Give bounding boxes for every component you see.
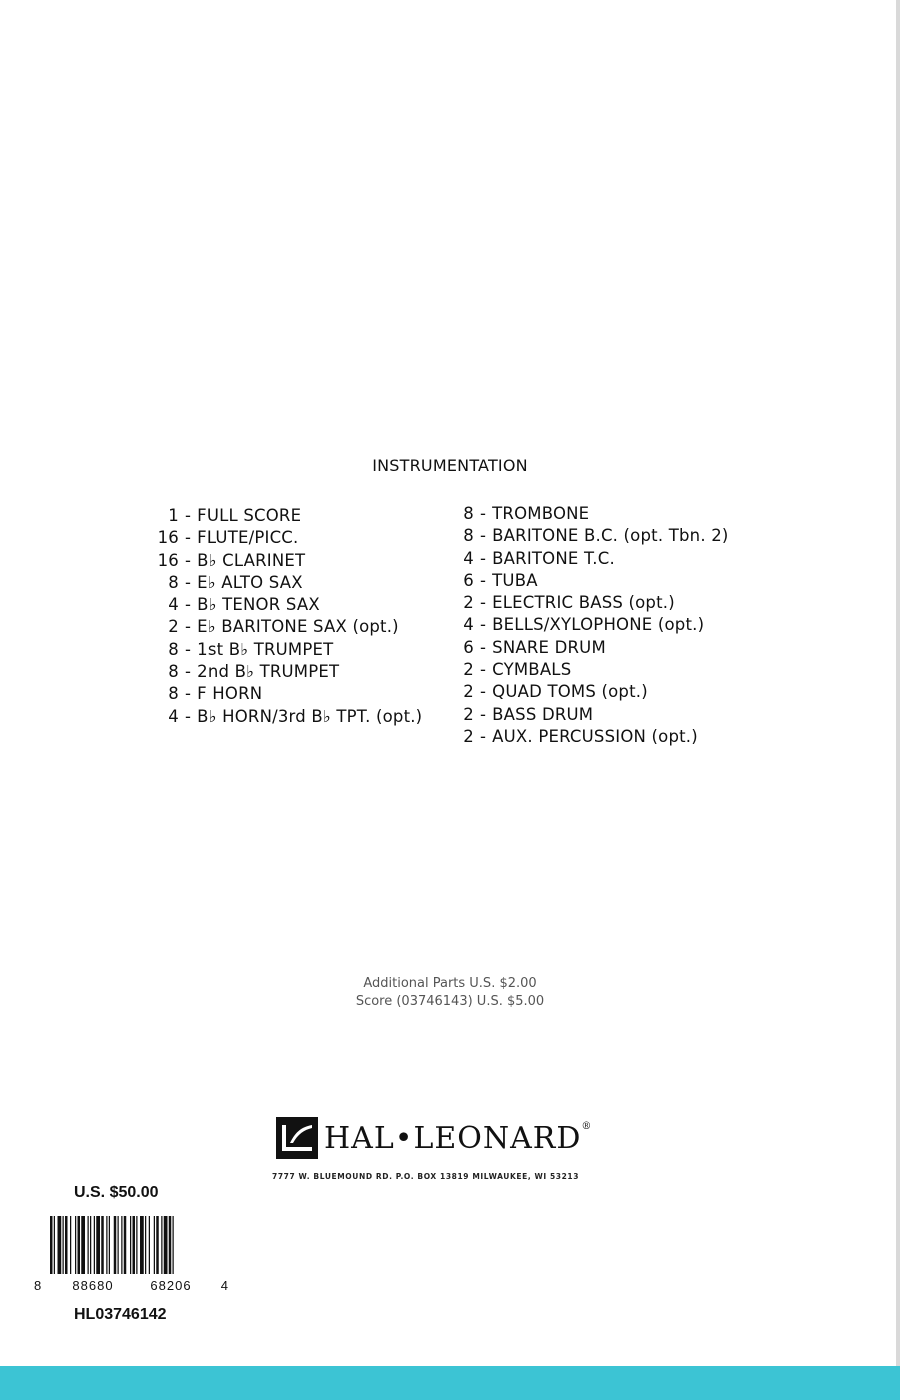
instrument-list-right [462, 503, 729, 748]
instrument-name: B♭ TENOR SAX [197, 595, 320, 615]
score-price: Score (03746143) U.S. $5.00 [355, 994, 545, 1009]
instrument-separator: - [480, 615, 487, 635]
instrument-row [462, 592, 729, 614]
instrument-row [462, 614, 729, 636]
publisher-name: HAL•LEONARD® [324, 1120, 593, 1156]
instrument-quantity: 4 [168, 595, 179, 615]
instrument-quantity: 8 [463, 504, 474, 523]
instrumentation-heading: INSTRUMENTATION [372, 456, 528, 475]
instrument-separator: - [480, 726, 487, 746]
barcode [48, 1216, 212, 1274]
instrument-separator: - [480, 504, 487, 523]
instrument-name: BELLS/XYLOPHONE (opt.) [492, 615, 705, 635]
instrument-row [462, 570, 729, 592]
hal-leonard-logo-icon [276, 1117, 318, 1159]
instrument-name: QUAD TOMS (opt.) [492, 682, 648, 702]
instrument-row [140, 527, 422, 549]
barcode-last-digit: 4 [220, 1278, 228, 1293]
instrument-row [462, 681, 729, 703]
instrument-separator: - [185, 684, 192, 704]
instrument-quantity: 2 [168, 617, 179, 637]
instrument-name: BARITONE B.C. (opt. Tbn. 2) [492, 526, 729, 546]
hal-leonard-logo [276, 1117, 592, 1159]
price-info [0, 975, 900, 1011]
instrument-separator: - [185, 528, 192, 548]
instrument-row [140, 683, 422, 705]
instrument-separator: - [480, 704, 487, 724]
instrument-name: E♭ ALTO SAX [197, 572, 303, 592]
instrument-name: F HORN [197, 684, 263, 704]
instrument-list-left [140, 505, 422, 728]
instrument-name: 2nd B♭ TRUMPET [197, 662, 340, 682]
instrument-name: FULL SCORE [197, 506, 302, 525]
instrument-row [140, 572, 422, 594]
instrument-name: CYMBALS [492, 660, 572, 680]
instrument-quantity: 2 [463, 682, 474, 702]
instrument-separator: - [480, 682, 487, 702]
instrument-separator: - [480, 570, 487, 590]
instrument-row [140, 594, 422, 616]
bottom-color-bar [0, 1366, 900, 1400]
instrument-separator: - [185, 595, 192, 615]
instrument-name: E♭ BARITONE SAX (opt.) [197, 617, 399, 637]
instrument-name: AUX. PERCUSSION (opt.) [492, 726, 698, 746]
instrument-name: FLUTE/PICC. [197, 528, 299, 548]
instrument-row [462, 548, 729, 570]
instrument-quantity: 6 [463, 637, 474, 657]
instrument-separator: - [185, 506, 192, 525]
instrument-quantity: 4 [463, 548, 474, 568]
instrument-quantity: 8 [168, 572, 179, 592]
instrument-separator: - [185, 617, 192, 637]
instrument-quantity: 2 [463, 593, 474, 613]
instrument-row [462, 525, 729, 547]
instrument-separator: - [480, 660, 487, 680]
instrument-name: TROMBONE [492, 504, 590, 523]
instrument-name: B♭ HORN/3rd B♭ TPT. (opt.) [197, 706, 423, 726]
instrument-separator: - [185, 572, 192, 592]
product-code: HL03746142 [74, 1306, 167, 1323]
instrument-separator: - [185, 550, 192, 570]
instrument-row [140, 505, 422, 527]
instrument-row [140, 616, 422, 638]
instrument-row [140, 661, 422, 683]
instrument-quantity: 6 [463, 570, 474, 590]
barcode-first-digit: 8 [34, 1278, 42, 1293]
instrument-quantity: 8 [168, 662, 179, 682]
instrument-row [462, 503, 729, 525]
instrument-quantity: 4 [463, 615, 474, 635]
instrument-separator: - [480, 637, 487, 657]
retail-price: U.S. $50.00 [74, 1184, 159, 1201]
instrument-row [462, 726, 729, 748]
instrument-separator: - [185, 706, 192, 726]
instrument-row [462, 637, 729, 659]
instrument-name: SNARE DRUM [492, 637, 606, 657]
instrument-quantity: 1 [168, 506, 179, 525]
instrument-quantity: 2 [463, 704, 474, 724]
instrument-separator: - [480, 548, 487, 568]
instrument-name: ELECTRIC BASS (opt.) [492, 593, 675, 613]
instrument-name: B♭ CLARINET [197, 550, 306, 570]
instrument-quantity: 2 [463, 660, 474, 680]
barcode-right-group: 68206 [150, 1278, 192, 1293]
instrument-separator: - [480, 593, 487, 613]
instrument-quantity: 4 [168, 706, 179, 726]
instrument-quantity: 8 [463, 526, 474, 546]
additional-parts-price: Additional Parts U.S. $2.00 [363, 976, 537, 991]
publisher-address: 7777 W. BLUEMOUND RD. P.O. BOX 13819 MILWAUKEE, WI 53213 [272, 1172, 580, 1181]
instrument-separator: - [185, 662, 192, 682]
instrument-row [462, 659, 729, 681]
instrument-row [140, 639, 422, 661]
instrument-quantity: 8 [168, 639, 179, 659]
barcode-digits [34, 1278, 230, 1293]
page-edge-shadow [896, 0, 900, 1366]
barcode-left-group: 88680 [72, 1278, 114, 1293]
instrument-name: BARITONE T.C. [492, 548, 615, 568]
instrument-row [140, 550, 422, 572]
instrument-quantity: 8 [168, 684, 179, 704]
instrument-row [140, 706, 422, 728]
instrument-quantity: 16 [157, 528, 179, 548]
instrument-quantity: 16 [157, 550, 179, 570]
instrument-quantity: 2 [463, 726, 474, 746]
instrument-name: BASS DRUM [492, 704, 594, 724]
instrument-row [462, 704, 729, 726]
instrument-separator: - [480, 526, 487, 546]
instrument-name: TUBA [492, 570, 538, 590]
instrument-name: 1st B♭ TRUMPET [197, 639, 334, 659]
instrument-separator: - [185, 639, 192, 659]
